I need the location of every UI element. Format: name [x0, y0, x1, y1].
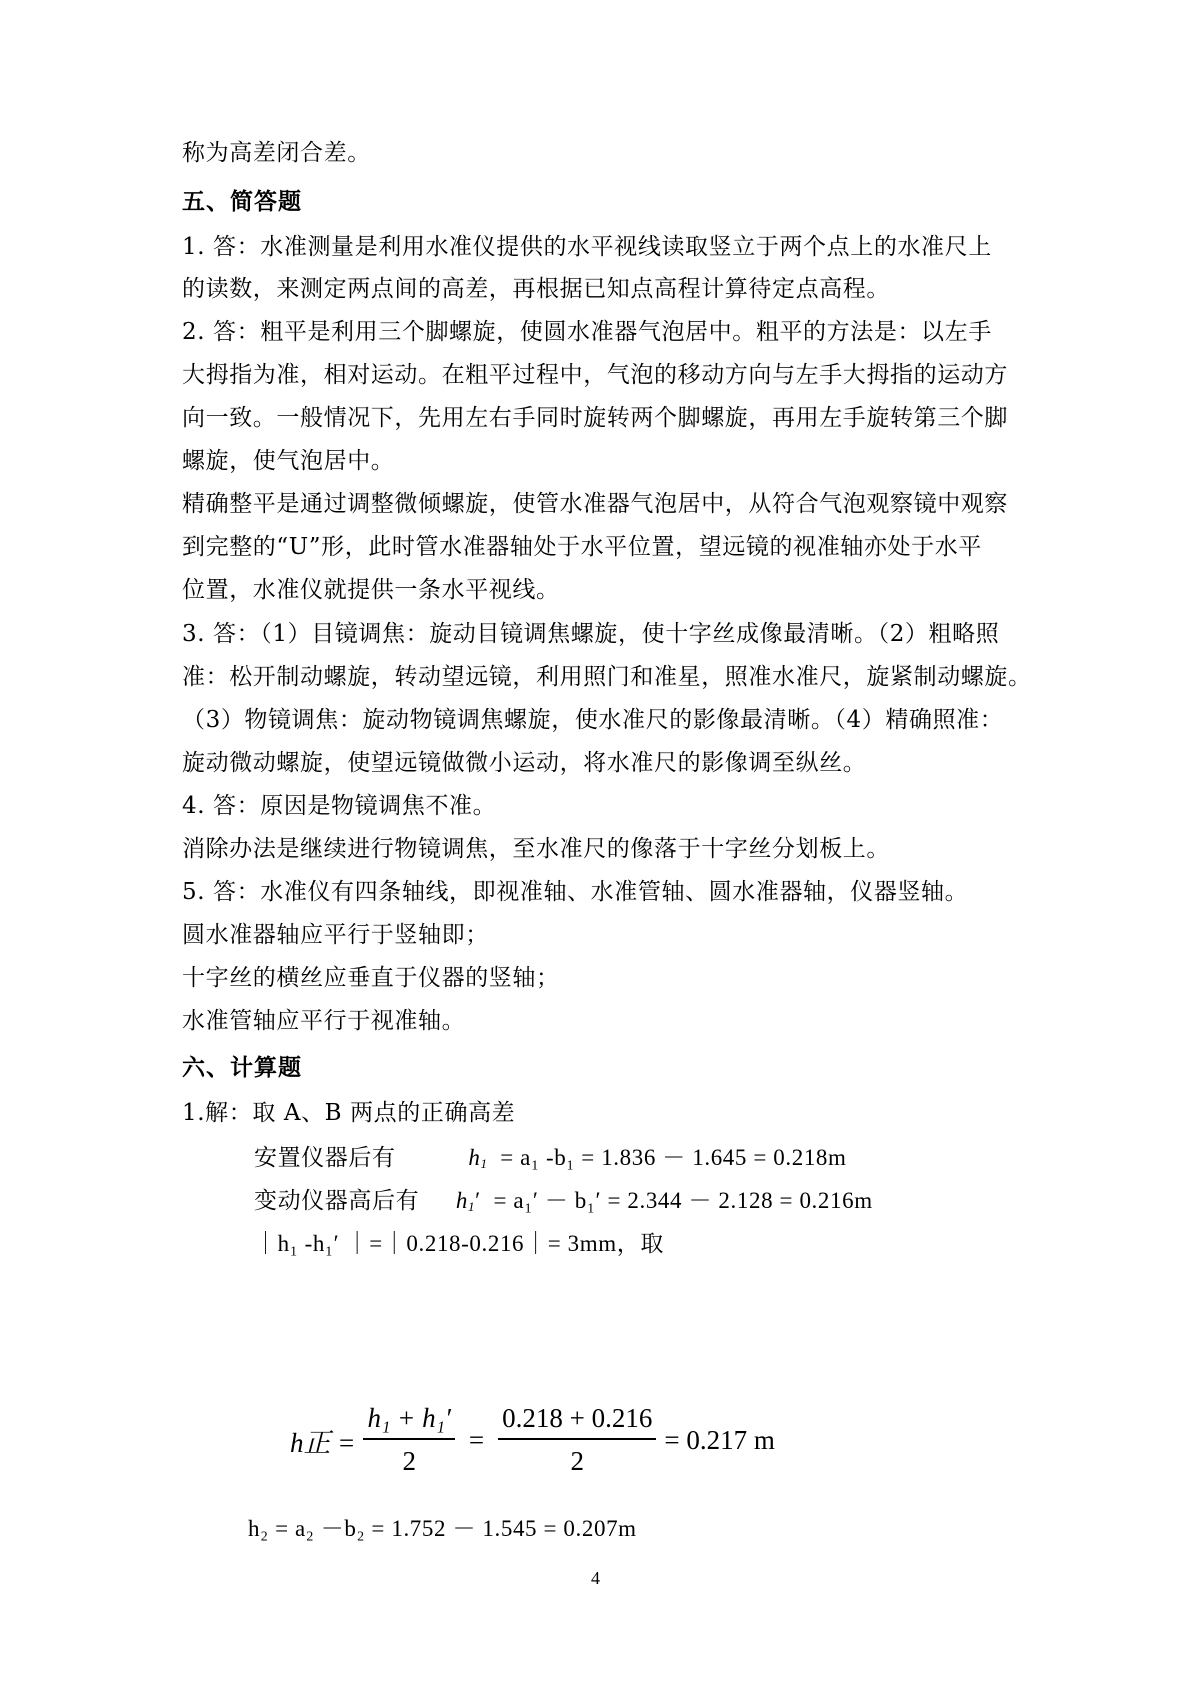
text-line: 十字丝的横丝应垂直于仪器的竖轴； — [182, 965, 560, 991]
text-line: 大拇指为准，相对运动。在粗平过程中，气泡的移动方向与左手大拇指的运动方 — [182, 362, 1008, 388]
text-line: 2. 答：粗平是利用三个脚螺旋，使圆水准器气泡居中。粗平的方法是：以左手 — [182, 319, 992, 345]
text-line: 消除办法是继续进行物镜调焦，至水准尺的像落于十字丝分划板上。 — [182, 836, 890, 862]
text-line: 螺旋，使气泡居中。 — [182, 448, 395, 474]
text-line: 旋动微动螺旋，使望远镜做微小运动，将水准尺的影像调至纵丝。 — [182, 750, 867, 776]
calc-line-1: 安置仪器后有 $h_1 = a_1$ -b₁ = 1.836 － 1.645 = 0.218m — [254, 1145, 847, 1171]
text-line: （3）物镜调焦：旋动物镜调焦螺旋，使水准尺的影像最清晰。（4）精确照准： — [182, 707, 1004, 733]
text-line: 位置，水准仪就提供一条水平视线。 — [182, 577, 560, 603]
fraction-numerator: h₁ + h₁′ — [363, 1403, 454, 1440]
calc-formula: = a₁ -b₁ = 1.836 － 1.645 = 0.218m — [500, 1145, 847, 1170]
text-line: 1.解：取 A、B 两点的正确高差 — [182, 1100, 516, 1126]
calc-line-2: 变动仪器高后有 $h_1' = a_1' - b_1' = 2.344 - 2.128 = 0.216m$ — [254, 1188, 873, 1214]
mean-height-difference-equation — [290, 1390, 775, 1490]
calc-label: 安置仪器后有 — [254, 1145, 396, 1170]
calc-line-4: h₂ = a₂ －b₂ = 1.752 － 1.545 = 0.207m — [248, 1516, 637, 1541]
text-line: 的读数，来测定两点间的高差，再根据已知点高程计算待定点高程。 — [182, 276, 890, 302]
fraction-symbolic — [363, 1403, 454, 1477]
calc-formula: = a₁′ － b₁′ = 2.344 － 2.128 = 0.216m — [493, 1188, 873, 1213]
fraction-denominator: 2 — [402, 1446, 416, 1476]
fraction-denominator: 2 — [570, 1446, 584, 1476]
text-line: 5. 答：水准仪有四条轴线，即视准轴、水准管轴、圆水准器轴，仪器竖轴。 — [182, 879, 969, 905]
text-line: 向一致。一般情况下，先用左右手同时旋转两个脚螺旋，再用左手旋转第三个脚 — [182, 405, 1008, 431]
section-heading-short-answer: 五、简答题 — [182, 189, 302, 215]
text-line: 1. 答：水准测量是利用水准仪提供的水平视线读取竖立于两个点上的水准尺上 — [182, 234, 992, 260]
calc-line-3: ｜h₁ -h₁′ ｜=｜0.218-0.216｜= 3mm，取 — [254, 1231, 664, 1256]
text-line: 3. 答：（1）目镜调焦：旋动目镜调焦螺旋，使十字丝成像最清晰。（2）粗略照 — [182, 621, 1000, 647]
fraction-numerator: 0.218 + 0.216 — [498, 1403, 656, 1440]
text-line: 精确整平是通过调整微倾螺旋，使管水准器气泡居中，从符合气泡观察镜中观察 — [182, 491, 1008, 517]
text-line: 到完整的“U”形，此时管水准器轴处于水平位置，望远镜的视准轴亦处于水平 — [182, 534, 982, 560]
equation-result: = 0.217 m — [664, 1424, 775, 1455]
equals-sign: = — [468, 1424, 485, 1455]
page-number: 4 — [591, 1568, 600, 1588]
text-line: 4. 答：原因是物镜调焦不准。 — [182, 793, 497, 819]
text-line: 圆水准器轴应平行于竖轴即； — [182, 922, 489, 948]
text-line: 准：松开制动螺旋，转动望远镜，利用照门和准星，照准水准尺，旋紧制动螺旋。 — [182, 664, 1032, 690]
equation-lhs: h正 = — [290, 1427, 356, 1458]
fraction-numeric — [498, 1403, 656, 1477]
text-line: 称为高差闭合差。 — [182, 140, 371, 166]
section-heading-calculation: 六、计算题 — [182, 1055, 302, 1081]
calc-label: 变动仪器高后有 — [254, 1188, 420, 1213]
text-line: 水准管轴应平行于视准轴。 — [182, 1008, 466, 1034]
